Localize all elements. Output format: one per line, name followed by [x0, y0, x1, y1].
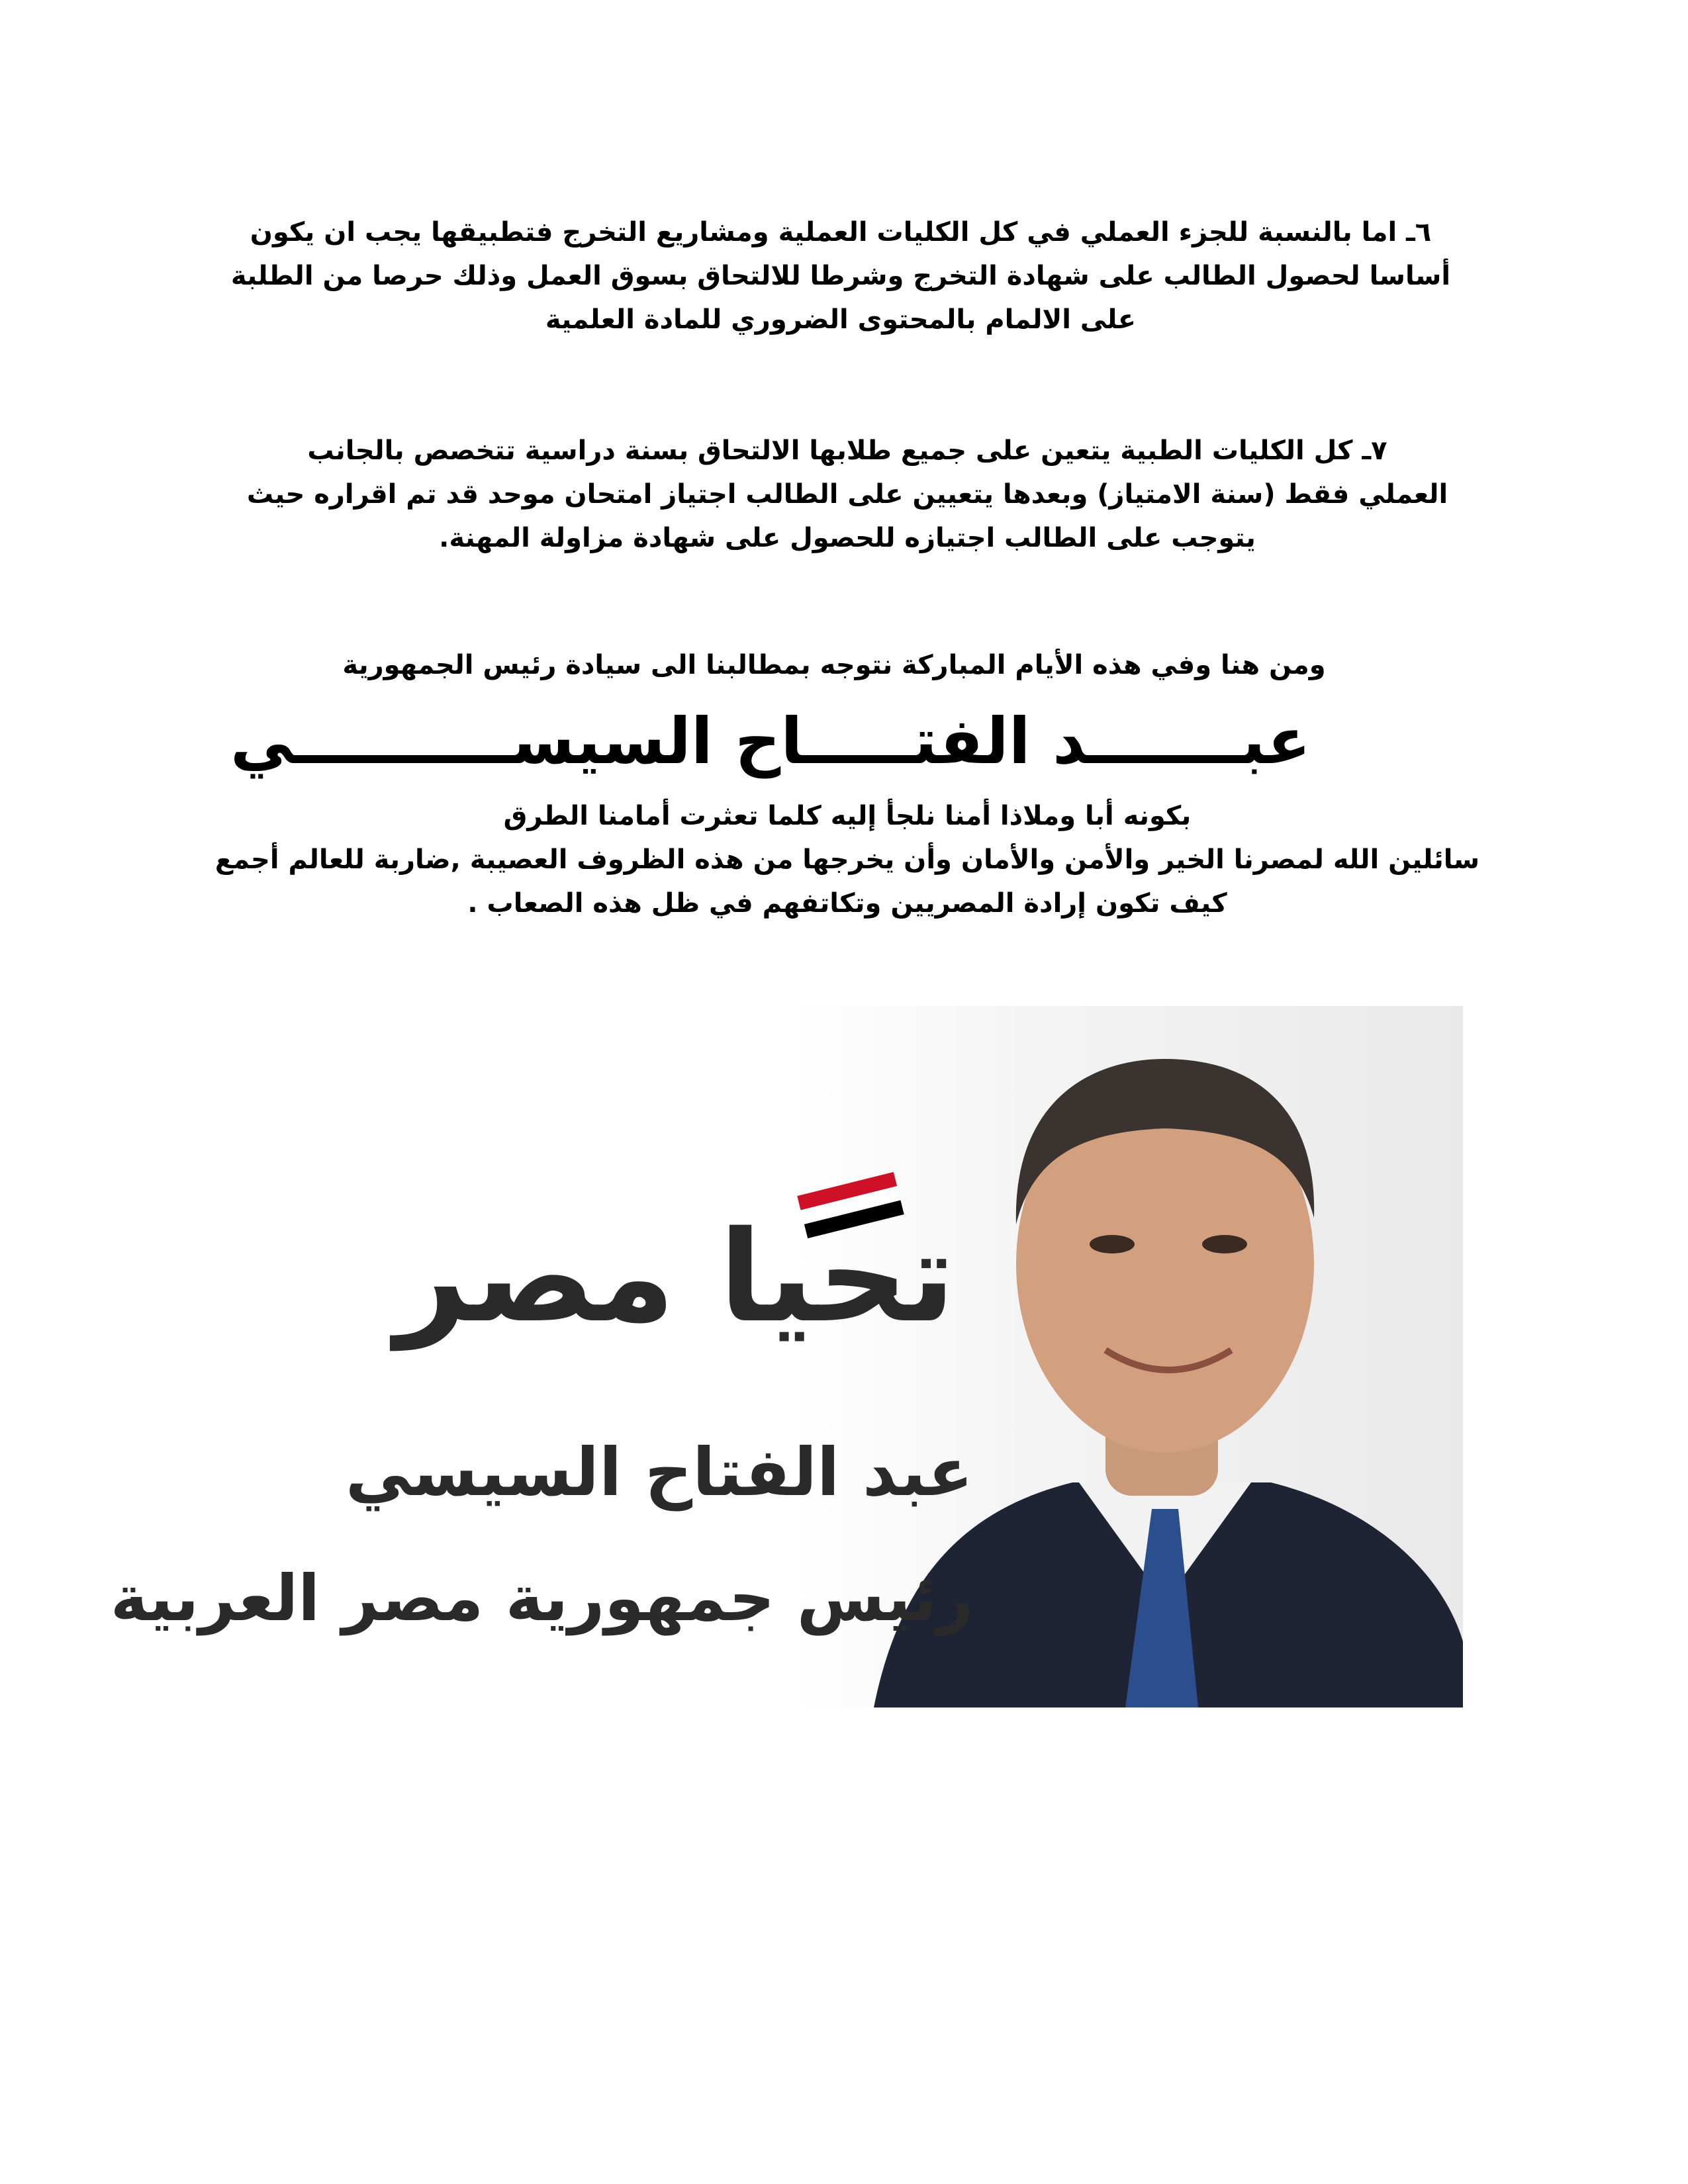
closing-line: بكونه أبا وملاذا أمنا نلجأ إليه كلما تعثرت أمامنا الطرق — [503, 801, 1192, 831]
paragraph-7 — [212, 429, 1483, 560]
banner-president-title: رئيس جمهورية مصر العربية — [110, 1561, 973, 1635]
president-name-heading: عبـــــــد الفتـــــاح السيســــــــــي — [230, 704, 1311, 778]
closing-line: كيف تكون إرادة المصريين وتكاتفهم في ظل هذه الصعاب . — [467, 888, 1227, 919]
paragraph-6-line: ٦ـ اما بالنسبة للجزء العملي في كل الكليات العملية ومشاريع التخرج فتطبيقها يجب ان يكون — [250, 217, 1432, 248]
paragraph-6-line: على الالمام بالمحتوى الضروري للمادة العلمية — [545, 304, 1137, 335]
closing-paragraph — [199, 794, 1496, 925]
banner-president-name: عبد الفتاح السيسي — [345, 1433, 973, 1511]
intro-line: ومن هنا وفي هذه الأيام المباركة نتوجه بمطالبنا الى سيادة رئيس الجمهورية — [342, 650, 1326, 680]
paragraph-7-line: ٧ـ كل الكليات الطبية يتعين على جميع طلابها الالتحاق بسنة دراسية تتخصص بالجانب — [307, 435, 1387, 466]
closing-line: سائلين الله لمصرنا الخير والأمن والأمان وأن يخرجها من هذه الظروف العصيبة ,ضاربة للعالم أجمع — [214, 844, 1480, 875]
paragraph-6 — [192, 210, 1489, 341]
slogan-text: تحيا مصر — [395, 1204, 956, 1350]
banner-text-block — [110, 1006, 1000, 1707]
paragraph-6-line: أساسا لحصول الطالب على شهادة التخرج وشرطا للالتحاق بسوق العمل وذلك حرصا من الطلبة — [230, 261, 1451, 291]
paragraph-7-line: يتوجب على الطالب اجتيازه للحصول على شهادة مزاولة المهنة. — [439, 523, 1256, 553]
right-eye — [1202, 1235, 1247, 1253]
president-banner — [110, 1006, 1463, 1707]
paragraph-7-line: العملي فقط (سنة الامتياز) وبعدها يتعيين على الطالب اجتياز امتحان موحد قد تم اقراره حيث — [246, 479, 1448, 510]
left-eye — [1090, 1235, 1135, 1253]
